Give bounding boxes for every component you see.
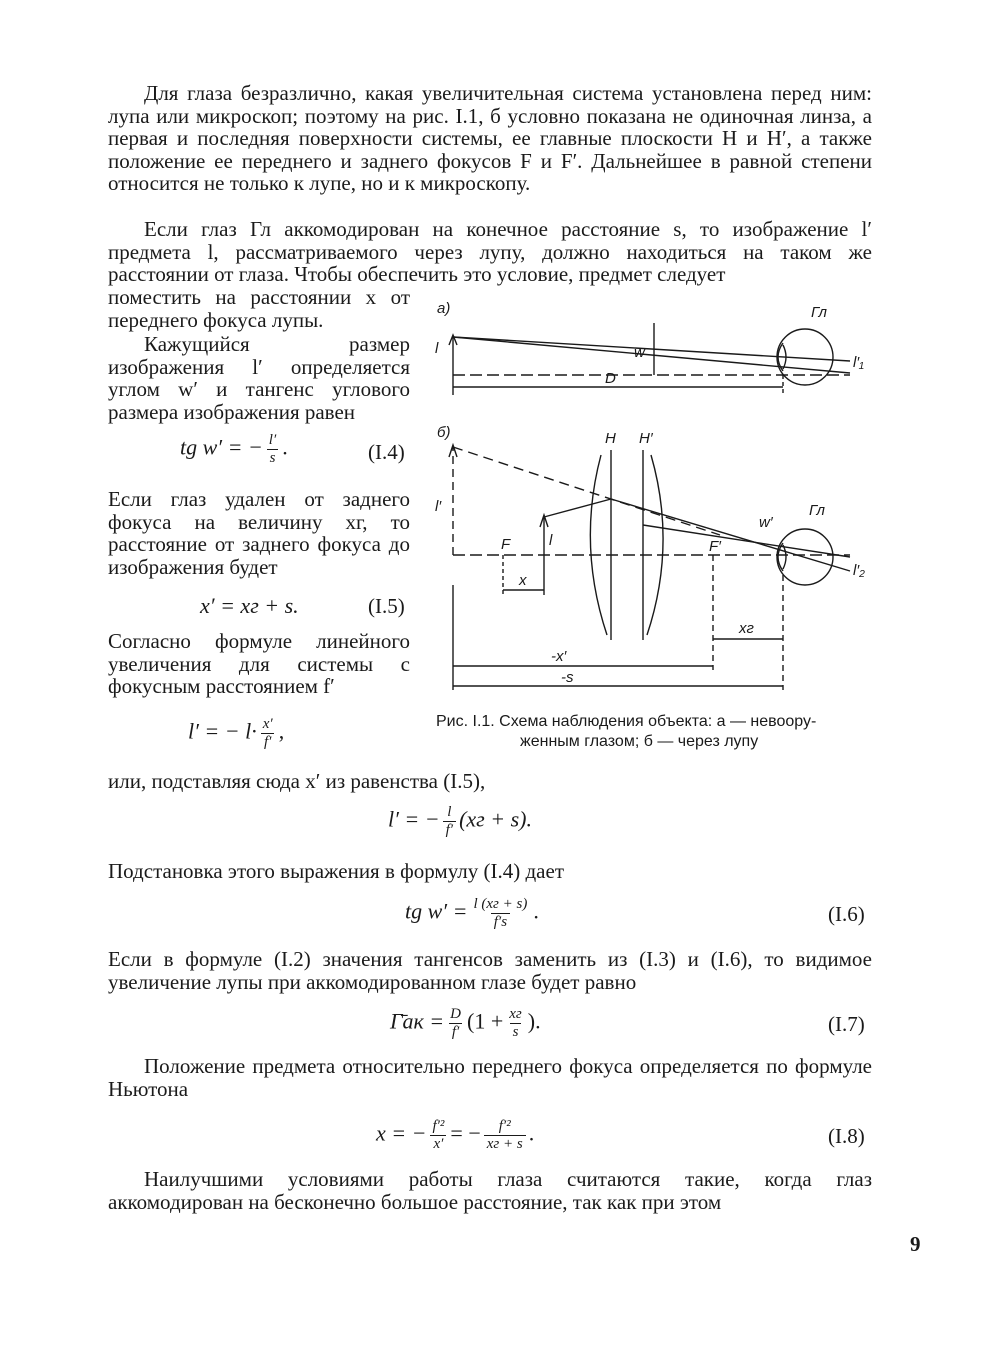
fig-label-xg: xг [739, 620, 754, 637]
equation-l-prime-substituted: l′ = − $\frac{l}{f'}$ (xг + s). [388, 804, 532, 838]
fig-label-gl-a: Гл [811, 304, 827, 321]
fig-label-h: H [605, 430, 616, 447]
fig-label-l-prime: l′ [435, 498, 442, 515]
page-number: 9 [910, 1232, 921, 1256]
fig-label-d: D [605, 370, 616, 387]
equation-linear-magnification: l′ = − l· $\frac{x'}{f'}$ , [188, 716, 285, 750]
fig-label-x: x [519, 572, 527, 589]
equation-1-4: tg w′ = − $\frac{l'}{s}$ . [180, 432, 288, 466]
equation-1-6: tg w′ = $\frac{l (xг + s)}{f's}$ . [405, 896, 539, 930]
fig-label-l2: l′₂ [853, 562, 865, 579]
equation-1-5: x′ = xг + s. [200, 593, 299, 618]
fig-label-f-prime: F′ [709, 538, 721, 555]
paragraph-8: Подстановка этого выражения в формулу (I.4) дает [108, 859, 565, 883]
fig-b-lens-front [590, 455, 607, 635]
fig-b-ray-dashed [453, 447, 720, 535]
fig-label-l-b: l [549, 532, 553, 549]
paragraph-1: Для глаза безразлично, какая увеличительная система установлена перед ним: лупа или микроскоп; поэтому на рис. I.1, б условно показана не одиночная линза, а первая и последняя поверхности системы, ее главные плоскости H и H′, а также положение ее переднего и заднего фокусов F и F′. Дальнейшее в равной степени относится не только к лупе, но и к микроскопу. [108, 81, 872, 196]
paragraph-10: Положение предмета относительно переднего фокуса определяется по формуле Ньютона [108, 1054, 872, 1101]
paragraph-5: Если глаз удален от заднего фокуса на величину xг, то расстояние от заднего фокуса до изображения будет [108, 487, 410, 579]
fig-a-ray-bottom [453, 337, 850, 373]
paragraph-4: Кажущийся размер изображения l′ определяется углом w′ и тангенс углового размера изображения равен [108, 332, 410, 424]
figure-caption-line-2: женным глазом; б — через лупу [520, 733, 759, 750]
equation-1-8: x = − $\frac{\text{f′²}}{x'}$ = − $\frac{\text{f′²}}{xг + s}$ . [376, 1118, 535, 1152]
fig-a-ray-top [453, 337, 850, 361]
equation-1-7: Γ̄ак = $\frac{D}{f'}$ (1 + $\frac{xг}{s}$ ). [390, 1006, 541, 1040]
fig-label-h-prime: H′ [639, 430, 653, 447]
fig-b-lens-back [647, 455, 663, 635]
paragraph-9: Если в формуле (I.2) значения тангенсов заменить из (I.3) и (I.6), то видимое увеличение лупы при аккомодированном глазе будет равно [108, 947, 872, 994]
fig-label-ms: -s [561, 669, 574, 686]
fig-label-a: а) [437, 300, 451, 317]
fig-label-w-prime: w′ [759, 514, 773, 531]
fig-label-l-a: l [435, 340, 439, 357]
equation-number-1-7: (I.7) [828, 1012, 865, 1036]
paragraph-6: Согласно формуле линейного увеличения для системы с фокусным расстоянием f′ [108, 629, 410, 699]
fig-b-ray-in [544, 499, 611, 517]
fig-label-gl-b: Гл [809, 502, 825, 519]
paragraph-3: поместить на расстоянии x от переднего фокуса лупы. [108, 285, 410, 332]
fig-label-mx: -x′ [551, 648, 567, 665]
paragraph-2: Если глаз Гл аккомодирован на конечное расстояние s, то изображение l′ предмета l, рассматриваемого через лупу, должно находиться на таком же расстоянии от глаза. Чтобы обеспечить это условие, предмет следует [108, 217, 872, 287]
equation-number-1-8: (I.8) [828, 1124, 865, 1148]
equation-number-1-6: (I.6) [828, 902, 865, 926]
fig-label-b: б) [437, 424, 451, 441]
fig-label-w: w [634, 344, 645, 361]
paragraph-7: или, подставляя сюда x′ из равенства (I.5), [108, 769, 486, 793]
figure-i1 [425, 295, 880, 700]
paragraph-11: Наилучшими условиями работы глаза считаются такие, когда глаз аккомодирован на бесконечно большое расстояние, так как при этом [108, 1167, 872, 1214]
figure-caption-line-1: Рис. I.1. Схема наблюдения объекта: а — невоору- [436, 713, 817, 730]
fig-label-f: F [501, 536, 511, 553]
equation-number-1-4: (I.4) [368, 440, 405, 464]
equation-number-1-5: (I.5) [368, 594, 405, 618]
fig-label-l1: l′₁ [853, 354, 864, 371]
fig-b-ray-through [643, 525, 850, 557]
